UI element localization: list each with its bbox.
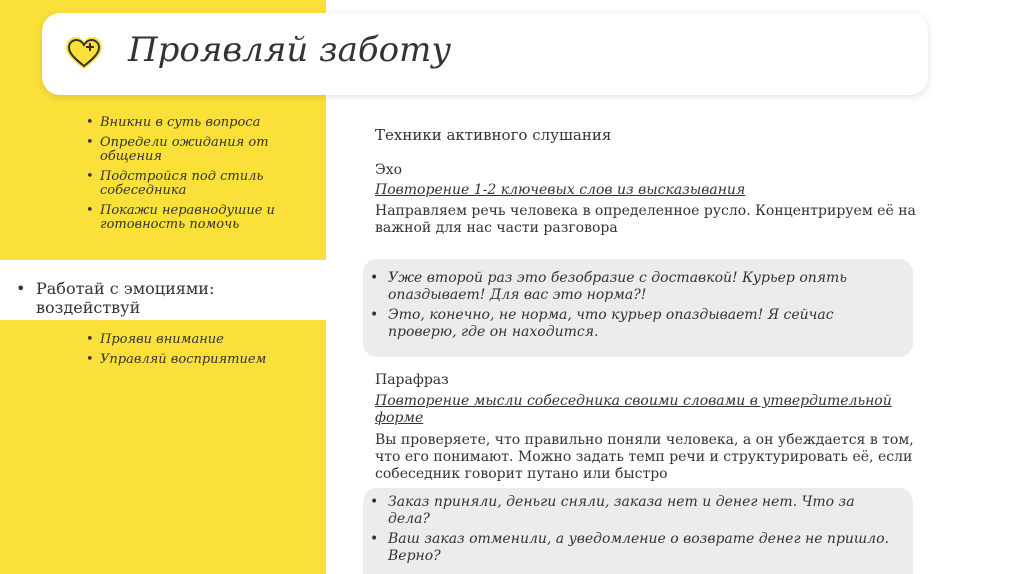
list-item: • Подстройся под стиль собеседника	[84, 170, 294, 198]
paraphrase-description: Вы проверяете, что правильно поняли человека, а он убеждается в том, что его понимают. Можно задать темп речи и структурировать её, если собеседник говорит путано или быстро	[375, 432, 914, 482]
list-item: • Вникни в суть вопроса	[84, 116, 294, 130]
paraphrase-examples	[368, 494, 898, 568]
left-list-1	[84, 116, 294, 238]
emotions-heading-text: Работай с эмоциями: воздействуй	[36, 279, 215, 317]
left-list-2	[84, 333, 294, 373]
page-title: Проявляй заботу	[128, 30, 452, 70]
example-quote: • Уже второй раз это безобразие с доставкой! Курьер опять опаздывает! Для вас это норма?!	[368, 270, 898, 304]
echo-description: Направляем речь человека в определенное русло. Концентрируем её на важной для нас части разговора	[375, 203, 916, 236]
paraphrase-label: Парафраз	[375, 372, 449, 388]
example-quote: • Заказ приняли, деньги сняли, заказа нет и денег нет. Что за дела?	[368, 494, 898, 528]
list-item: • Покажи неравнодушие и готовность помочь	[84, 204, 294, 232]
echo-examples	[368, 270, 898, 344]
example-quote: • Ваш заказ отменили, а уведомление о возврате денег не пришло. Верно?	[368, 531, 898, 565]
emotions-heading: • Работай с эмоциями: воздействуй	[16, 279, 316, 317]
techniques-heading: Техники активного слушания	[375, 126, 612, 144]
heart-plus-icon	[64, 35, 104, 75]
echo-definition: Повторение 1-2 ключевых слов из высказывания	[375, 182, 746, 198]
list-item: • Определи ожидания от общения	[84, 136, 294, 164]
example-quote: • Это, конечно, не норма, что курьер опаздывает! Я сейчас проверю, где он находится.	[368, 307, 898, 341]
paraphrase-definition: Повторение мысли собеседника своими словами в утвердительной форме	[375, 393, 892, 426]
echo-label: Эхо	[375, 162, 403, 178]
list-item: • Управляй восприятием	[84, 353, 294, 367]
list-item: • Прояви внимание	[84, 333, 294, 347]
